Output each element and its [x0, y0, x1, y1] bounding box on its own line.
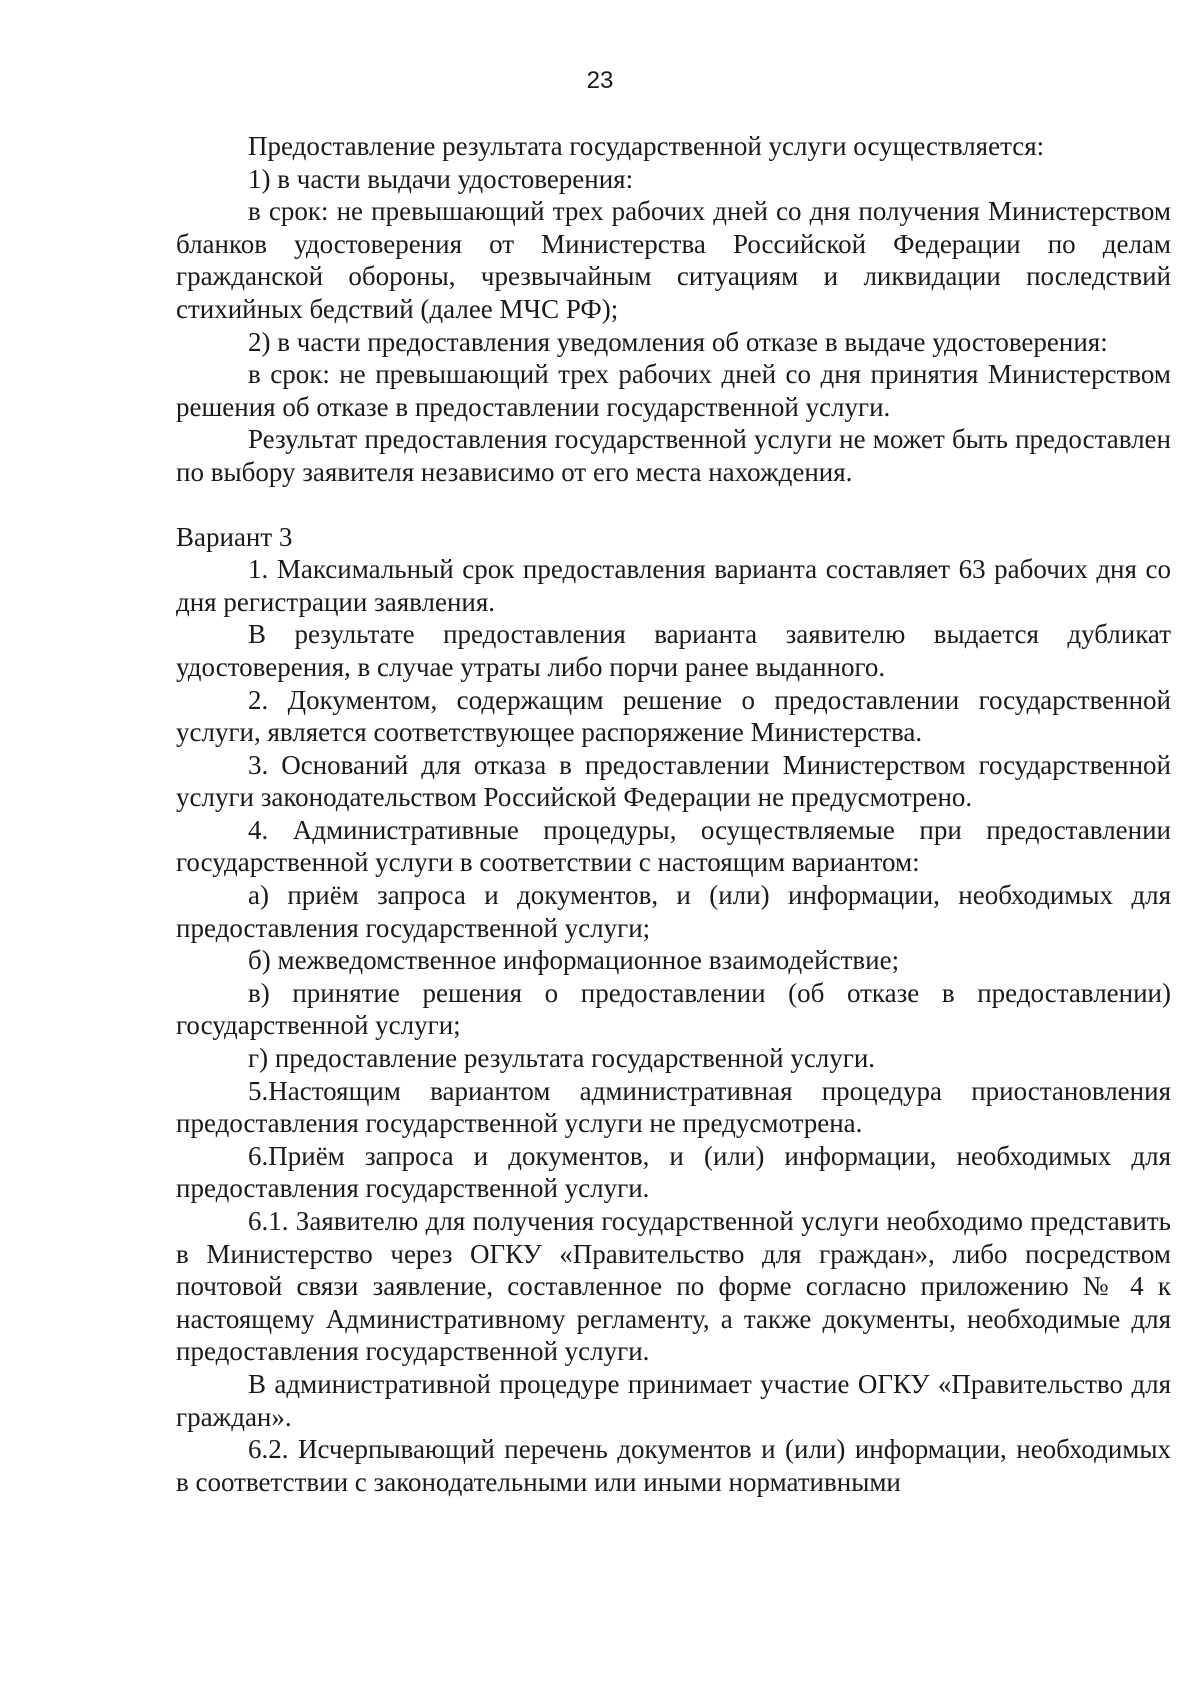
paragraph: б) межведомственное информационное взаимодействие;	[248, 945, 900, 976]
paragraph: Предоставление результата государственной услуги осуществляется:	[248, 131, 1045, 161]
paragraph: в) принятие решения о предоставлении (об отказе в предоставлении) государственной услуги;	[176, 977, 1171, 1041]
paragraph: В административной процедуре принимает участие ОГКУ «Правительство для граждан».	[176, 1368, 1171, 1432]
paragraph: В результате предоставления варианта заявителю выдается дубликат удостоверения, в случае утраты либо порчи ранее выданного.	[176, 619, 1171, 682]
paragraph: 5.Настоящим вариантом административная процедура приостановления предоставления государственной услуги не предусмотрена.	[176, 1075, 1171, 1139]
paragraph: 6.Приём запроса и документов, и (или) информации, необходимых для предоставления государственной услуги.	[176, 1140, 1171, 1204]
paragraph: в срок: не превышающий трех рабочих дней со дня получения Министерством бланков удостоверения от Министерства Российской Федерации по делам гражданской обороны, чрезвычайным ситуациям и ликвидации последствий стихийных бедствий (далее МЧС РФ);	[176, 196, 1171, 324]
paragraph: 1. Максимальный срок предоставления варианта составляет 63 рабочих дня со дня регистрации заявления.	[176, 554, 1171, 617]
paragraph: Результат предоставления государственной услуги не может быть предоставлен по выбору заявителя независимо от его места нахождения.	[176, 424, 1171, 487]
paragraph: 4. Административные процедуры, осуществляемые при предоставлении государственной услуги в соответствии с настоящим вариантом:	[176, 814, 1171, 878]
paragraph: 2) в части предоставления уведомления об отказе в выдаче удостоверения:	[248, 326, 1108, 357]
paragraph: 1) в части выдачи удостоверения:	[248, 163, 634, 194]
section-heading: Вариант 3	[176, 521, 293, 552]
paragraph: 3. Оснований для отказа в предоставлении Министерством государственной услуги законодательством Российской Федерации не предусмотрено.	[176, 749, 1171, 813]
paragraph: 6.2. Исчерпывающий перечень документов и (или) информации, необходимых в соответствии с законодательными или иными нормативными	[176, 1434, 1171, 1497]
paragraph: 6.1. Заявителю для получения государственной услуги необходимо представить в Министерство через ОГКУ «Правительство для граждан», либо посредством почтовой связи заявление, составленное по форме согласно приложению № 4 к настоящему Административному регламенту, а также документы, необходимые для предоставления государственной услуги.	[176, 1206, 1171, 1367]
paragraph: 2. Документом, содержащим решение о предоставлении государственной услуги, является соответствующее распоряжение Министерства.	[176, 684, 1171, 748]
document-body	[176, 130, 1171, 1498]
paragraph: в срок: не превышающий трех рабочих дней со дня принятия Министерством решения об отказе в предоставлении государственной услуги.	[176, 359, 1171, 422]
paragraph: а) приём запроса и документов, и (или) информации, необходимых для предоставления государственной услуги;	[176, 880, 1171, 943]
page-number: 23	[586, 67, 614, 94]
paragraph: г) предоставление результата государственной услуги.	[248, 1043, 876, 1074]
